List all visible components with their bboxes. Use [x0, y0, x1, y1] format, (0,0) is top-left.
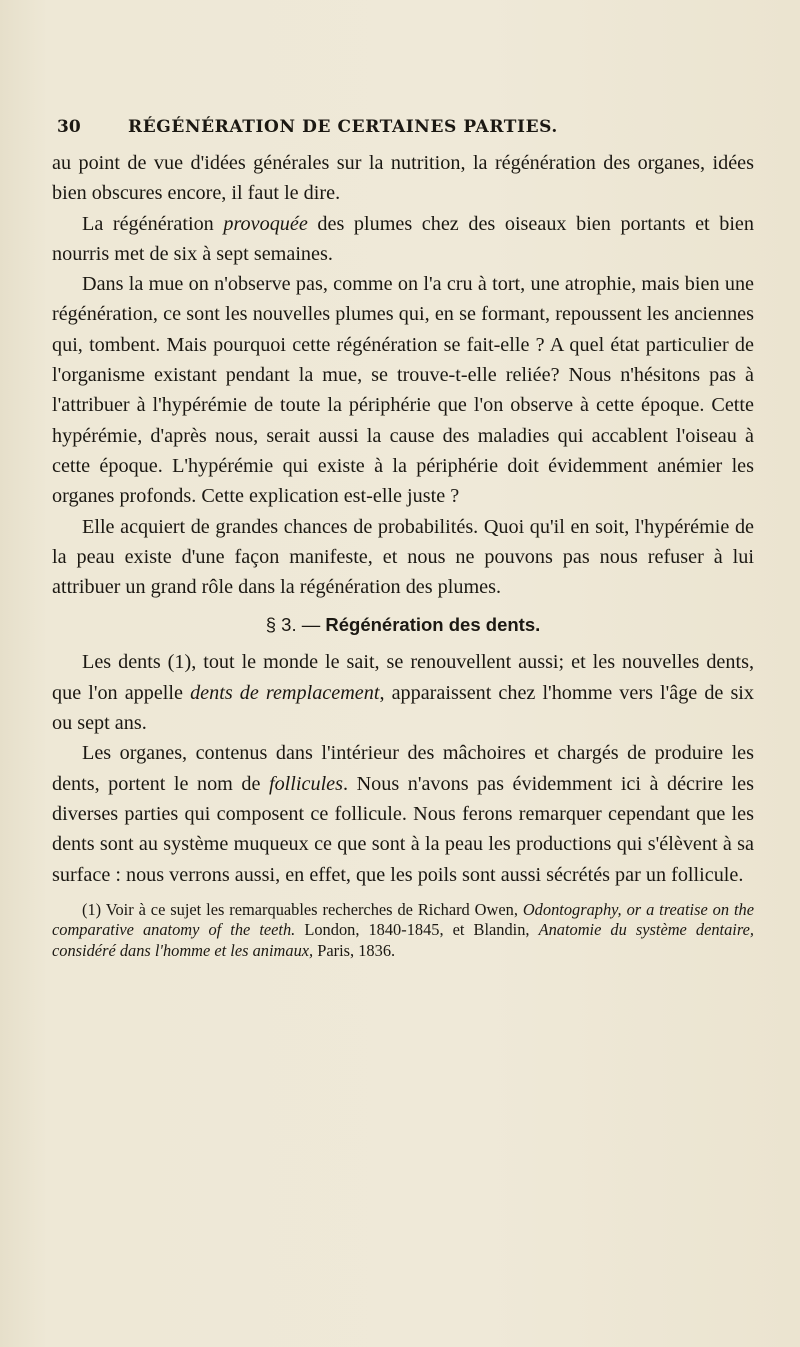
paragraph-6: Les organes, contenus dans l'intérieur des mâchoires et chargés de produire les dents, portent le nom de follicules. Nous n'avons pas évidemment ici à décrire les diverses parties qui composent ce follicule. Nous ferons remarquer cependant que les dents sont au système muqueux ce que sont à la peau les productions qui s'élèvent à sa surface : nous verrons aussi, en effet, que les poils sont aussi sécrétés par un follicule. — [52, 742, 754, 886]
emphasis-provoquee: provoquée — [223, 212, 308, 235]
footnote — [52, 900, 754, 962]
emphasis-follicules: follicules — [268, 772, 343, 795]
running-head: RÉGÉNÉRATION DE CERTAINES PARTIES. — [128, 117, 558, 137]
section-title: Régénération des dents. — [325, 614, 541, 636]
footnote-text: (1) Voir à ce sujet les remarquables recherches de Richard Owen, Odontography, or a treatise on the comparative anatomy of the teeth. London, 1840-1845, et Blandin, Anatomie du système dentaire, considéré dans l'homme et les animaux, Paris, 1836. — [52, 899, 755, 960]
section-number: § 3. — — [265, 614, 321, 636]
paragraph-3: Dans la mue on n'observe pas, comme on l'a cru à tort, une atrophie, mais bien une régénération, ce sont les nouvelles plumes qui, en se formant, repoussent les anciennes qui, tombent. Mais pourquoi cette régénération se fait-elle ? A quel état particulier de l'organisme existant pendant la mue, se trouve-t-elle reliée? Nous n'hésitons pas à l'attribuer à l'hypérémie de toute la périphérie que l'on observe à cette époque. Cette hypérémie, d'après nous, serait aussi la cause des maladies qui accablent l'oiseau à cette époque. L'hypérémie qui existe à la périphérie doit évidemment anémier les organes profonds. Cette explication est-elle juste ? — [52, 273, 754, 508]
paragraph-1: au point de vue d'idées générales sur la nutrition, la régénération des organes, idées bien obscures encore, il faut le dire. — [52, 152, 754, 205]
emphasis-dents-de-remplacement: dents de remplacement — [190, 681, 380, 704]
page-number: 30 — [57, 117, 81, 137]
paragraph-5: Les dents (1), tout le monde le sait, se renouvellent aussi; et les nouvelles dents, que l'on appelle dents de remplacement, apparaissent chez l'homme vers l'âge de six ou sept ans. — [52, 651, 754, 735]
footnote-title-blandin: Anatomie du système dentaire, considéré dans l'homme et les animaux, — [52, 920, 754, 960]
paragraph-4: Elle acquiert de grandes chances de probabilités. Quoi qu'il en soit, l'hypérémie de la peau existe d'une façon manifeste, et nous ne pouvons pas nous refuser à lui attribuer un grand rôle dans la régénération des plumes. — [52, 515, 754, 599]
paragraph-2: La régénération provoquée des plumes chez des oiseaux bien portants et bien nourris met de six à sept semaines. — [52, 212, 754, 265]
page-body — [52, 148, 754, 961]
section-heading — [52, 610, 754, 640]
footnote-title-owen: Odontography, or a treatise on the comparative anatomy of the teeth. — [52, 899, 755, 940]
page-header — [52, 113, 752, 141]
